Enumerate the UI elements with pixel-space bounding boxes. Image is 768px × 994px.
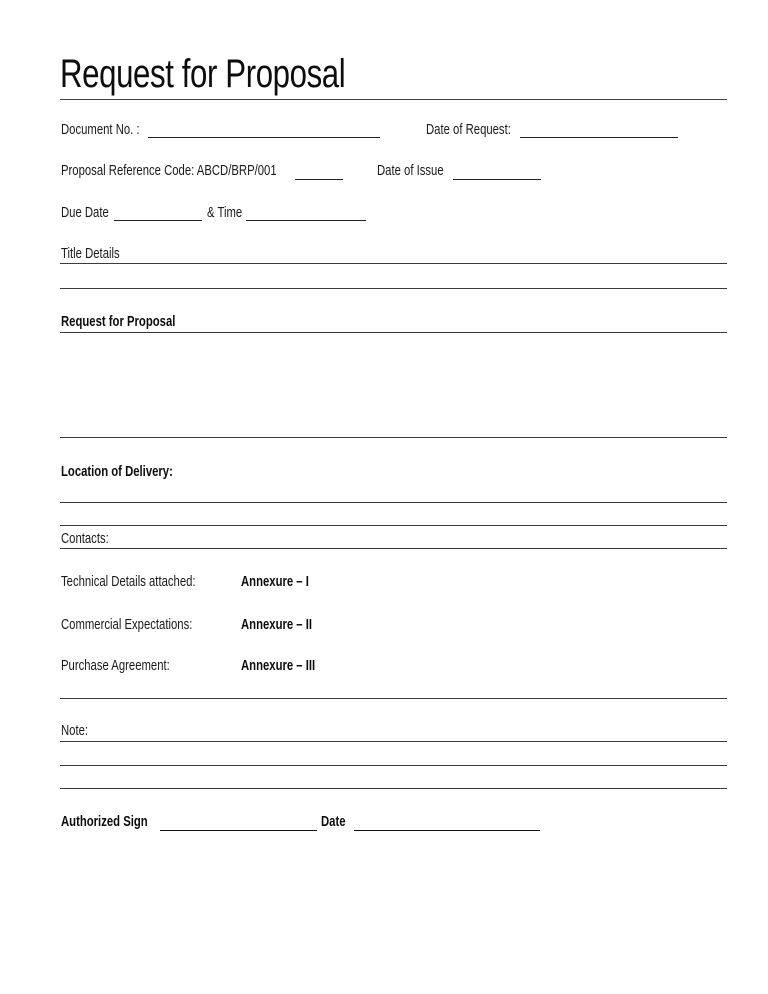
date-of-issue-label: Date of Issue <box>377 163 444 179</box>
title-details-line-2[interactable] <box>60 288 727 289</box>
date-of-request-label: Date of Request: <box>426 122 511 138</box>
request-for-proposal-bottom-rule <box>60 437 727 438</box>
signature-date-field[interactable] <box>354 830 540 831</box>
date-of-issue-field[interactable] <box>453 179 541 180</box>
authorized-sign-label: Authorized Sign <box>61 814 148 830</box>
time-field[interactable] <box>246 220 366 221</box>
note-line-1[interactable] <box>60 741 727 742</box>
due-date-field[interactable] <box>114 220 202 221</box>
date-of-request-field[interactable] <box>520 137 678 138</box>
time-label: & Time <box>207 205 243 221</box>
attachment-label-commercial: Commercial Expectations: <box>61 617 193 633</box>
request-for-proposal-heading: Request for Proposal <box>61 314 176 330</box>
document-no-label: Document No. : <box>61 122 140 138</box>
contacts-line[interactable] <box>60 548 727 549</box>
request-for-proposal-top-rule <box>60 332 727 333</box>
document-no-field[interactable] <box>148 137 380 138</box>
attachments-divider <box>60 698 727 699</box>
location-of-delivery-line-1[interactable] <box>60 502 727 503</box>
attachment-label-technical: Technical Details attached: <box>61 574 196 590</box>
attachment-label-purchase: Purchase Agreement: <box>61 658 170 674</box>
title-details-line-1[interactable] <box>60 263 727 264</box>
signature-date-label: Date <box>321 814 346 830</box>
authorized-sign-field[interactable] <box>160 830 317 831</box>
request-for-proposal-body[interactable] <box>60 334 727 436</box>
contacts-label: Contacts: <box>61 531 109 547</box>
note-line-3[interactable] <box>60 788 727 789</box>
proposal-reference-code-label: Proposal Reference Code: ABCD/BRP/001 <box>61 163 277 179</box>
note-label: Note: <box>61 723 89 739</box>
location-of-delivery-heading: Location of Delivery: <box>61 464 173 480</box>
due-date-label: Due Date <box>61 205 109 221</box>
attachment-value-technical: Annexure – I <box>241 574 309 590</box>
title-details-label: Title Details <box>61 246 120 262</box>
title-divider <box>60 99 727 100</box>
page-title: Request for Proposal <box>60 52 346 96</box>
note-line-2[interactable] <box>60 765 727 766</box>
attachment-value-purchase: Annexure – III <box>241 658 316 674</box>
proposal-reference-code-field[interactable] <box>295 179 343 180</box>
location-of-delivery-line-2[interactable] <box>60 525 727 526</box>
attachment-value-commercial: Annexure – II <box>241 617 313 633</box>
